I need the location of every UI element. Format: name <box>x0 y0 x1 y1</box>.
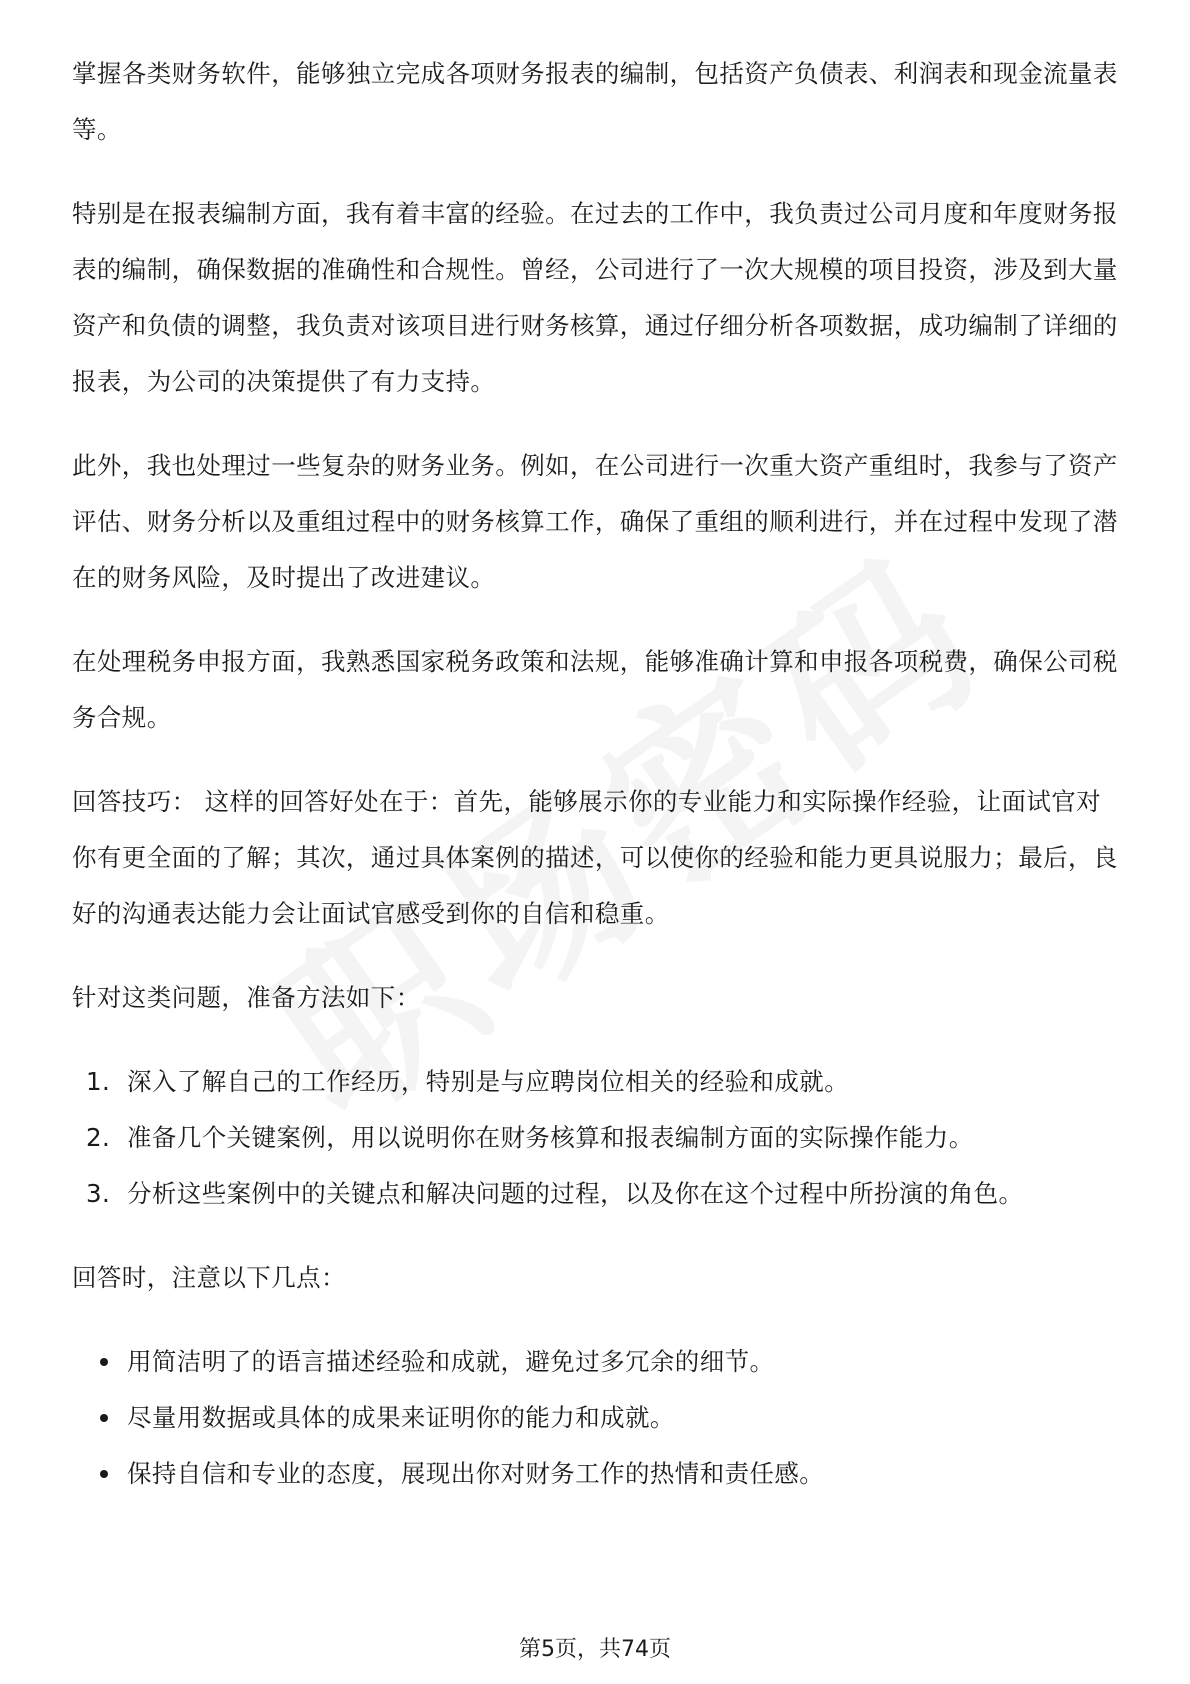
list-item <box>72 1166 1122 1222</box>
list-item-text: 用简洁明了的语言描述经验和成就，避免过多冗余的细节。 <box>127 1347 775 1376</box>
list-number: 1. <box>86 1067 111 1096</box>
paragraph-report-experience: 特别是在报表编制方面，我有着丰富的经验。在过去的工作中，我负责过公司月度和年度财务报表的编制，确保数据的准确性和合规性。曾经，公司进行了一次大规模的项目投资，涉及到大量资产和负债的调整，我负责对该项目进行财务核算，通过仔细分析各项数据，成功编制了详细的报表，为公司的决策提供了有力支持。 <box>72 199 1118 396</box>
paragraph-complex-business: 此外，我也处理过一些复杂的财务业务。例如，在公司进行一次重大资产重组时，我参与了资产评估、财务分析以及重组过程中的财务核算工作，确保了重组的顺利进行，并在过程中发现了潜在的财务风险，及时提出了改进建议。 <box>72 451 1118 592</box>
list-item-text: 分析这些案例中的关键点和解决问题的过程，以及你在这个过程中所扮演的角色。 <box>127 1179 1024 1208</box>
bullet-icon <box>100 1414 108 1422</box>
bullet-icon <box>100 1470 108 1478</box>
list-item-text: 尽量用数据或具体的成果来证明你的能力和成就。 <box>127 1403 675 1432</box>
list-item-text: 保持自信和专业的态度，展现出你对财务工作的热情和责任感。 <box>127 1459 825 1488</box>
document-body <box>72 46 1122 1530</box>
paragraph-answer-heading: 回答时，注意以下几点： <box>72 1263 346 1292</box>
list-item <box>72 1334 1122 1390</box>
paragraph-software-skills: 掌握各类财务软件，能够独立完成各项财务报表的编制，包括资产负债表、利润表和现金流量表等。 <box>72 59 1118 144</box>
list-number: 3. <box>86 1179 111 1208</box>
paragraph-answer-tips: 回答技巧： 这样的回答好处在于：首先，能够展示你的专业能力和实际操作经验，让面试官对你有更全面的了解；其次，通过具体案例的描述，可以使你的经验和能力更具说服力；最后，良好的沟通表达能力会让面试官感受到你的自信和稳重。 <box>72 787 1118 928</box>
list-item <box>72 1390 1122 1446</box>
list-item <box>72 1110 1122 1166</box>
list-number: 2. <box>86 1123 111 1152</box>
paragraph-tax-filing: 在处理税务申报方面，我熟悉国家税务政策和法规，能够准确计算和申报各项税费，确保公司税务合规。 <box>72 647 1118 732</box>
bullet-icon <box>100 1358 108 1366</box>
list-item <box>72 1446 1122 1502</box>
answer-bullet-list <box>72 1334 1122 1502</box>
list-item-text: 准备几个关键案例，用以说明你在财务核算和报表编制方面的实际操作能力。 <box>127 1123 974 1152</box>
list-item <box>72 1054 1122 1110</box>
page-number-footer: 第5页，共74页 <box>519 1637 671 1662</box>
paragraph-preparation-intro: 针对这类问题，准备方法如下： <box>72 983 421 1012</box>
preparation-numbered-list <box>72 1054 1122 1222</box>
list-item-text: 深入了解自己的工作经历，特别是与应聘岗位相关的经验和成就。 <box>127 1067 850 1096</box>
